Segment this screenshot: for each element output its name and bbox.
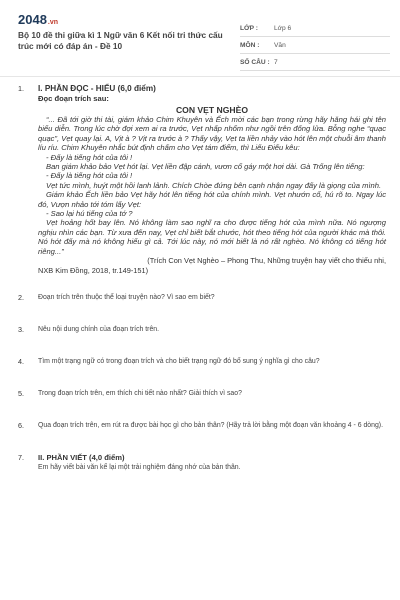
question-number: 2. [18,293,24,303]
questions-list [18,82,386,473]
question-number: 3. [18,325,24,335]
question-text: Qua đoạn trích trên, em rút ra được bài học gì cho bản thân? (Hãy trả lời bằng một đoạn văn khoảng 4 - 6 dòng). [38,422,383,430]
document-title: Bộ 10 đề thi giữa kì 1 Ngữ văn 6 Kết nối tri thức cấu trúc mới có đáp án - Đề 10 [18,30,223,51]
meta-value: Văn [274,41,286,49]
logo-suffix: .vn [47,19,59,26]
question-1 [18,84,386,275]
meta-label: LỚP : [240,24,258,32]
question-6 [18,421,386,431]
question-text: Trong đoạn trích trên, em thích chi tiết nào nhất? Giải thích vì sao? [38,390,242,398]
question-text: Đoạn trích trên thuộc thể loại truyện nào? Vì sao em biết? [38,294,215,302]
question-text: Nêu nội dung chính của đoạn trích trên. [38,326,160,334]
read-instruction: Đọc đoạn trích sau: [38,94,109,103]
meta-row-subject [240,37,390,54]
section-title-writing: II. PHẦN VIẾT (4,0 điểm) [38,453,125,463]
section-title-reading: I. PHẦN ĐỌC - HIỂU (6,0 điểm) [38,84,156,93]
story-title: CON VẸT NGHÈO [175,105,249,115]
story-paragraph: “... Đã tới giờ thi tài, giám khảo Chim Khuyên và Ếch mời các bạn trong rừng hãy hăng hái ghi tên biểu diễn. Trong lúc chờ đợi xem ai ra trước, Vẹt nhấp nhổm như ngồi trên đống lửa. Bỗng nghe “quạc quạc”, Vẹt quay lại. A, Vịt à ? Vịt ra trước à ? Thấy vậy, Vẹt ta liền nhảy vào hót lên một chuỗi âm thanh líu ríu. Chim Khuyên nhắc bút định chấm cho Vẹt tám điểm, thì Liếu Điếu kêu: [38,115,386,153]
logo-text: 2048 [18,12,47,27]
story-paragraph: Vẹt hoảng hốt bay lên. Nó không làm sao nghĩ ra cho được tiếng hót của mình nữa. Nó ngượng nghịu nhìn các bạn. Từ xưa đến nay, Vẹt chỉ biết bắt chước, hót theo tiếng hót của người khác mà thôi. Nó hót đấy mà nó không hiểu gì cả. Tới lúc này, nó mới biết là nó rất nghèo. Nó không có tiếng hót riêng...” [38,218,386,256]
question-text: Em hãy viết bài văn kể lại một trải nghiệm đáng nhớ của bản thân. [38,464,241,472]
question-number: 4. [18,357,24,367]
site-logo[interactable] [18,12,58,27]
meta-value: Lớp 6 [274,24,292,32]
meta-label: SỐ CÂU : [240,58,270,66]
question-number: 5. [18,389,24,399]
question-7 [18,453,386,473]
question-5 [18,389,386,399]
story-paragraph: Ban giám khảo bảo Vẹt hót lại. Vẹt liền đập cánh, vươn cổ gáy một hơi dài. Gà Trống lên tiếng: [46,162,365,172]
question-number: 1. [18,84,24,93]
meta-label: MÔN : [240,41,260,49]
story-paragraph: Vẹt tức mình, huýt một hồi lanh lảnh. Chích Chòe đứng bên cạnh nhận ngay đấy là giọng của mình. [46,180,382,190]
question-number: 6. [18,421,24,431]
meta-row-grade [240,20,390,37]
source-citation-publisher: NXB Kim Đồng, 2018, tr.149-151) [38,265,149,275]
story-paragraph: Giám khảo Ếch liền bảo Vẹt hãy hót lên tiếng hót của chính mình. Vẹt nhướn cổ, hú rõ to. Ngay lúc đó, Vượn nhảo tới tóm lấy Vẹt: [38,190,386,209]
source-citation: (Trích Con Vẹt Nghèo – Phong Thu, Những truyện hay viết cho thiếu nhi, [147,256,386,266]
header [18,12,386,68]
question-3 [18,325,386,335]
meta-value: 7 [274,58,278,66]
story-paragraph: - Đấy là tiếng hót của tôi ! [46,171,133,181]
question-2 [18,293,386,303]
story-excerpt [38,115,386,256]
meta-table [240,20,390,71]
story-paragraph: - Sao lại hú tiếng của tớ ? [46,209,133,219]
question-text: Tìm một trạng ngữ có trong đoạn trích và cho biết trạng ngữ đó bổ sung ý nghĩa gì cho câu? [38,358,320,366]
story-paragraph: - Đấy là tiếng hót của tôi ! [46,152,133,162]
question-4 [18,357,386,367]
header-divider [0,76,400,77]
meta-row-question-count [240,54,390,71]
question-number: 7. [18,453,24,463]
